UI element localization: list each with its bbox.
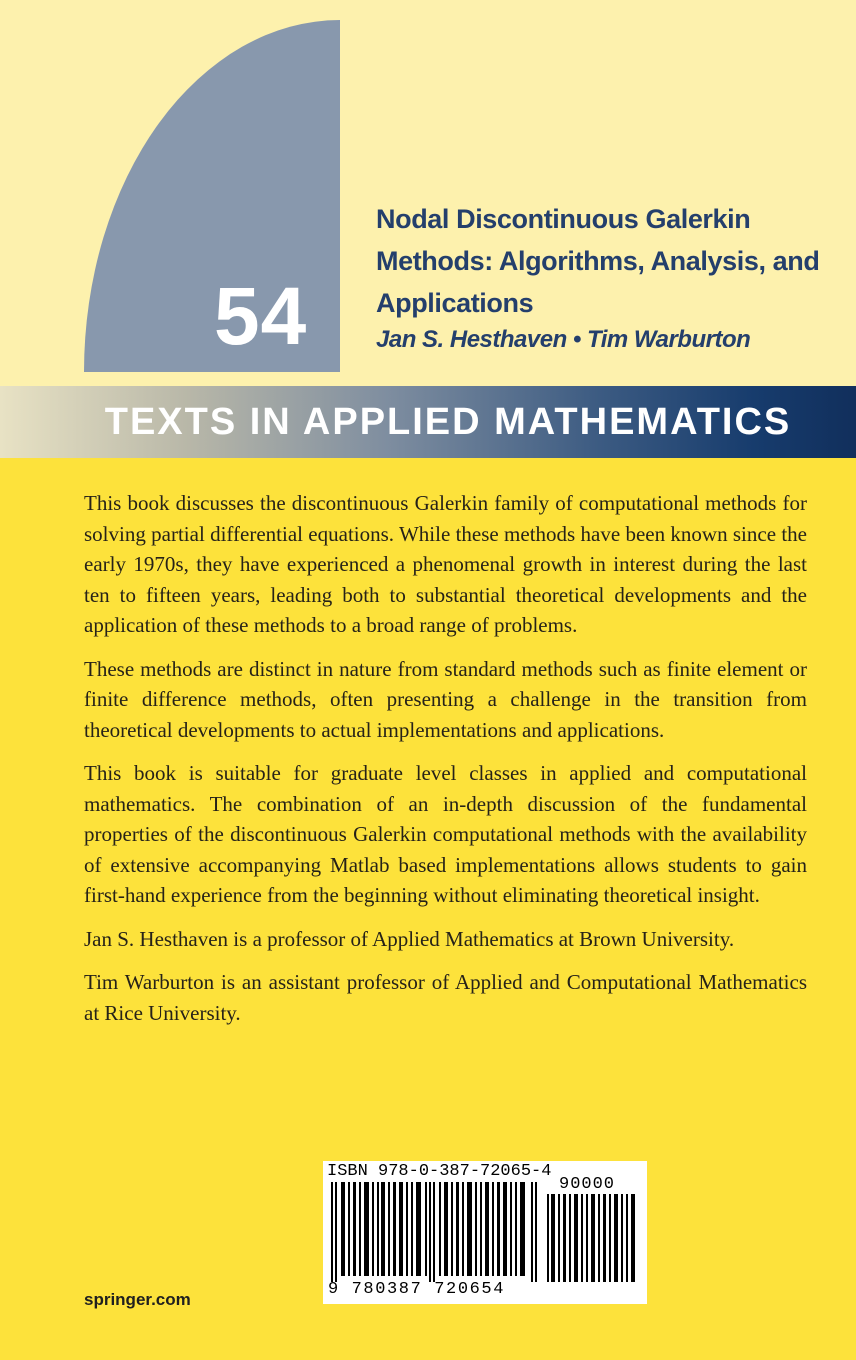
series-band [0, 386, 856, 458]
ean-barcode-bars [331, 1182, 543, 1282]
publisher-site: springer.com [84, 1290, 191, 1309]
isbn-label: ISBN 978-0-387-72065-4 [327, 1162, 552, 1181]
book-title: Nodal Discontinuous Galerkin Methods: Algorithms, Analysis, and Applications [376, 204, 820, 318]
blurb-paragraph-1: This book discusses the discontinuous Galerkin family of computational methods for solving partial differential equations. While these methods have been known since the early 1970s, they have experienced a phenomenal growth in interest during the last ten to fifteen years, leading both to substantial theoretical developments and the application of these methods to a broad range of problems. [84, 491, 807, 637]
blurb-paragraph-2: These methods are distinct in nature from standard methods such as finite element or finite difference methods, often presenting a challenge in the transition from theoretical developments to actual implementations and applications. [84, 656, 807, 742]
series-title: TEXTS IN APPLIED MATHEMATICS [104, 401, 792, 443]
author-bio-2: Tim Warburton is an assistant professor of Applied and Computational Mathematics at Rice University. [84, 970, 807, 1025]
ean-digits: 9 780387 720654 [328, 1280, 506, 1299]
price-code: 90000 [559, 1175, 616, 1194]
book-authors: Jan S. Hesthaven • Tim Warburton [376, 326, 751, 353]
blurb-paragraph-3: This book is suitable for graduate level classes in applied and computational mathematics. The combination of an in-depth discussion of the fundamental properties of the discontinuous Galerkin computational methods with the availability of extensive accompanying Matlab based implementations allows students to gain first-hand experience from the beginning without eliminating theoretical insight. [84, 761, 807, 907]
volume-number: 54 [214, 271, 308, 362]
price-barcode-bars [547, 1194, 637, 1282]
top-panel [0, 0, 856, 386]
isbn-barcode [323, 1161, 647, 1304]
author-bio-1: Jan S. Hesthaven is a professor of Applied Mathematics at Brown University. [84, 926, 735, 951]
back-cover-blurb [84, 488, 807, 1041]
